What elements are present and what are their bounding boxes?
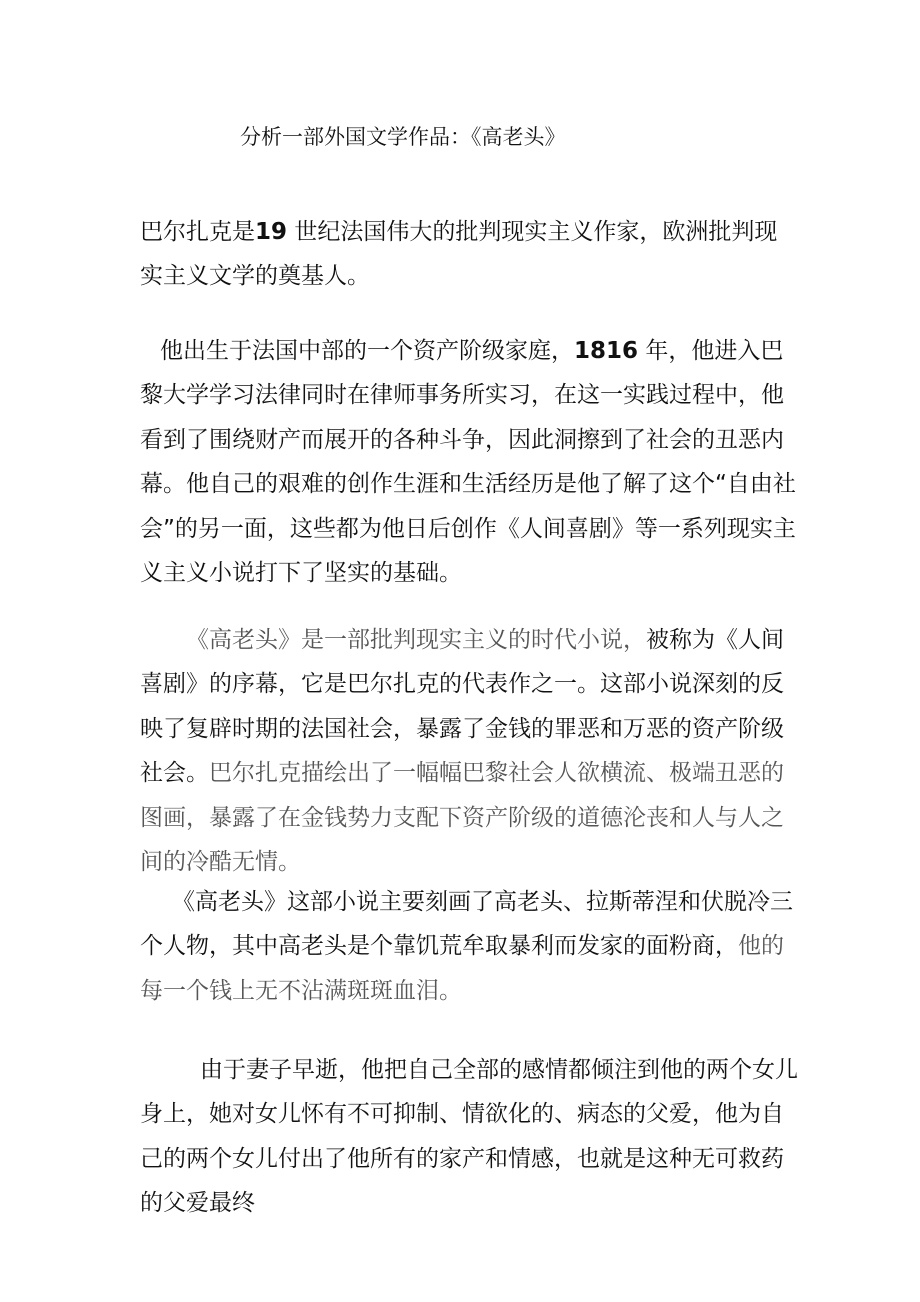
p4-text-gray: 他的每一个钱上无不沾满斑斑血泪。 xyxy=(140,933,784,1004)
p1-text-a: 巴尔扎克是 xyxy=(140,219,255,245)
p4-text-dark: 《高老头》这部小说主要刻画了高老头、拉斯蒂涅和伏脱冷三个人物，其中高老头是个靠饥荒牟取暴利而发家的面粉商， xyxy=(140,889,793,960)
p2-text-b: 年，他进入巴黎大学学习法律同时在律师事务所实习，在这一实践过程中，他看到了围绕财产而展开的各种斗争，因此洞擦到了社会的丑恶内幕。他自己的艰难的创作生涯和生活经历是他了解了这个“自由社会”的另一面，这些都为他日后创作《人间喜剧》等一系列现实主义主义小说打下了坚实的基础。 xyxy=(140,338,796,587)
paragraph-father-love xyxy=(140,1048,800,1226)
p3-text-dark: 被称为《人间喜剧》的序幕，它是巴尔扎克的代表作之一。这部小说深刻的反映了复辟时期的法国社会，暴露了金钱的罪恶和万恶的资产阶级社会。 xyxy=(140,627,784,787)
paragraph-balzac-biography xyxy=(140,329,800,595)
paragraph-characters xyxy=(140,880,800,1013)
paragraph-novel-overview xyxy=(140,618,800,884)
p1-text-b: 世纪法国伟大的批判现实主义作家，欧洲批判现实主义文学的奠基人。 xyxy=(140,219,778,290)
p3-text-gray-2: 巴尔扎克描绘出了一幅幅巴黎社会人欲横流、极端丑恶的图画，暴露了在金钱势力支配下资产阶级的道德沦丧和人与人之间的冷酷无情。 xyxy=(140,760,784,876)
p1-century-number: 19 xyxy=(255,219,288,245)
p3-text-gray-1: 《高老头》是一部批判现实主义的时代小说， xyxy=(186,627,646,653)
paragraph-balzac-intro xyxy=(140,210,800,299)
p2-text-a: 他出生于法国中部的一个资产阶级家庭， xyxy=(160,338,574,364)
page-title: 分析一部外国文学作品：《高老头》 xyxy=(240,125,566,149)
p5-text: 由于妻子早逝，他把自己全部的感情都倾注到他的两个女儿身上，她对女儿怀有不可抑制、情欲化的、病态的父爱，他为自己的两个女儿付出了他所有的家产和情感，也就是这种无可救药的父爱最终 xyxy=(140,1057,798,1217)
p2-year-number: 1816 xyxy=(574,338,639,364)
